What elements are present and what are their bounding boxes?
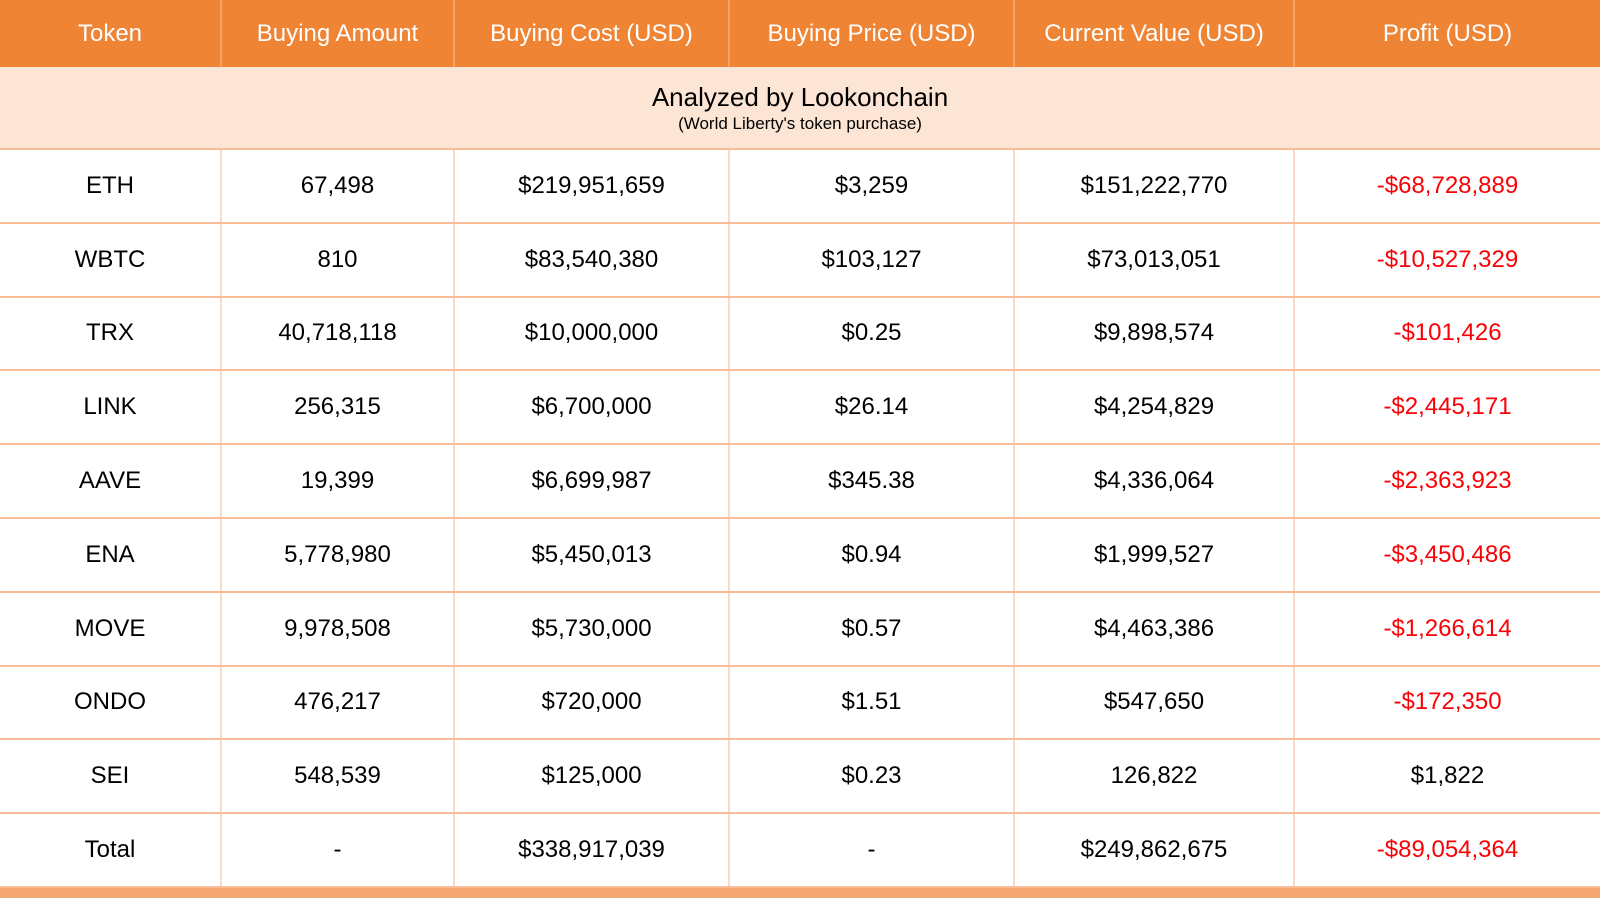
token-cell: WBTC: [0, 224, 222, 296]
token-cell: ENA: [0, 519, 222, 591]
buying-cost-cell: $338,917,039: [455, 814, 730, 886]
buying-cost-cell: $83,540,380: [455, 224, 730, 296]
buying-price-cell: $0.57: [730, 593, 1015, 665]
buying-amount-cell: 40,718,118: [222, 298, 455, 370]
buying-price-cell: $345.38: [730, 445, 1015, 517]
current-value-cell: $249,862,675: [1015, 814, 1295, 886]
table-row-ena: [0, 517, 1600, 591]
current-value-cell: $73,013,051: [1015, 224, 1295, 296]
buying-cost-cell: $6,699,987: [455, 445, 730, 517]
buying-amount-cell: 5,778,980: [222, 519, 455, 591]
token-cell: LINK: [0, 371, 222, 443]
token-cell: AAVE: [0, 445, 222, 517]
table-header-row: [0, 0, 1600, 67]
buying-price-cell: $26.14: [730, 371, 1015, 443]
buying-cost-cell: $125,000: [455, 740, 730, 812]
profit-cell: -$10,527,329: [1376, 245, 1519, 273]
buying-amount-cell: 810: [222, 224, 455, 296]
buying-amount-cell: 476,217: [222, 667, 455, 739]
analysis-note: (World Liberty's token purchase): [678, 113, 922, 133]
column-header-buying-price: Buying Price (USD): [730, 0, 1015, 67]
bottom-edge-strip: [0, 886, 1600, 898]
buying-price-cell: $103,127: [730, 224, 1015, 296]
buying-amount-cell: 19,399: [222, 445, 455, 517]
buying-price-cell: $0.94: [730, 519, 1015, 591]
buying-cost-cell: $6,700,000: [455, 371, 730, 443]
current-value-cell: $151,222,770: [1015, 150, 1295, 222]
column-header-buying-amount: Buying Amount: [222, 0, 455, 67]
buying-price-cell: $3,259: [730, 150, 1015, 222]
buying-cost-cell: $720,000: [455, 667, 730, 739]
token-cell: ONDO: [0, 667, 222, 739]
buying-cost-cell: $219,951,659: [455, 150, 730, 222]
buying-cost-cell: $5,450,013: [455, 519, 730, 591]
token-cell: SEI: [0, 740, 222, 812]
profit-cell: -$68,728,889: [1376, 171, 1519, 199]
profit-cell: -$89,054,364: [1376, 836, 1519, 864]
profit-cell: -$1,266,614: [1383, 614, 1512, 642]
buying-cost-cell: $10,000,000: [455, 298, 730, 370]
current-value-cell: $9,898,574: [1015, 298, 1295, 370]
column-header-current-value: Current Value (USD): [1015, 0, 1295, 67]
buying-price-cell: $0.25: [730, 298, 1015, 370]
current-value-cell: $4,463,386: [1015, 593, 1295, 665]
token-cell: Total: [0, 814, 222, 886]
current-value-cell: $1,999,527: [1015, 519, 1295, 591]
column-header-token: Token: [0, 0, 222, 67]
column-header-profit: Profit (USD): [1382, 19, 1513, 47]
buying-cost-cell: $5,730,000: [455, 593, 730, 665]
current-value-cell: 126,822: [1015, 740, 1295, 812]
buying-price-cell: -: [730, 814, 1015, 886]
profit-cell: -$3,450,486: [1383, 540, 1512, 568]
table-row-sei: [0, 738, 1600, 812]
buying-amount-cell: 256,315: [222, 371, 455, 443]
table-row-link: [0, 369, 1600, 443]
current-value-cell: $4,336,064: [1015, 445, 1295, 517]
table-row-move: [0, 591, 1600, 665]
profit-cell: -$101,426: [1393, 319, 1502, 347]
table-row-total: [0, 812, 1600, 886]
token-cell: MOVE: [0, 593, 222, 665]
buying-amount-cell: 67,498: [222, 150, 455, 222]
analysis-title: Analyzed by Lookonchain: [651, 81, 949, 112]
buying-amount-cell: 548,539: [222, 740, 455, 812]
table-row-eth: [0, 148, 1600, 222]
table-row-aave: [0, 443, 1600, 517]
token-cell: TRX: [0, 298, 222, 370]
table-row-wbtc: [0, 222, 1600, 296]
buying-amount-cell: 9,978,508: [222, 593, 455, 665]
profit-cell: -$2,363,923: [1383, 467, 1512, 495]
current-value-cell: $4,254,829: [1015, 371, 1295, 443]
table-row-trx: [0, 296, 1600, 370]
token-cell: ETH: [0, 150, 222, 222]
profit-cell: $1,822: [1410, 762, 1485, 790]
buying-amount-cell: -: [222, 814, 455, 886]
table-subtitle-band: [0, 67, 1600, 148]
table-row-ondo: [0, 665, 1600, 739]
current-value-cell: $547,650: [1015, 667, 1295, 739]
buying-price-cell: $0.23: [730, 740, 1015, 812]
profit-cell: -$2,445,171: [1383, 393, 1512, 421]
profit-cell: -$172,350: [1393, 688, 1502, 716]
buying-price-cell: $1.51: [730, 667, 1015, 739]
column-header-buying-cost: Buying Cost (USD): [455, 0, 730, 67]
